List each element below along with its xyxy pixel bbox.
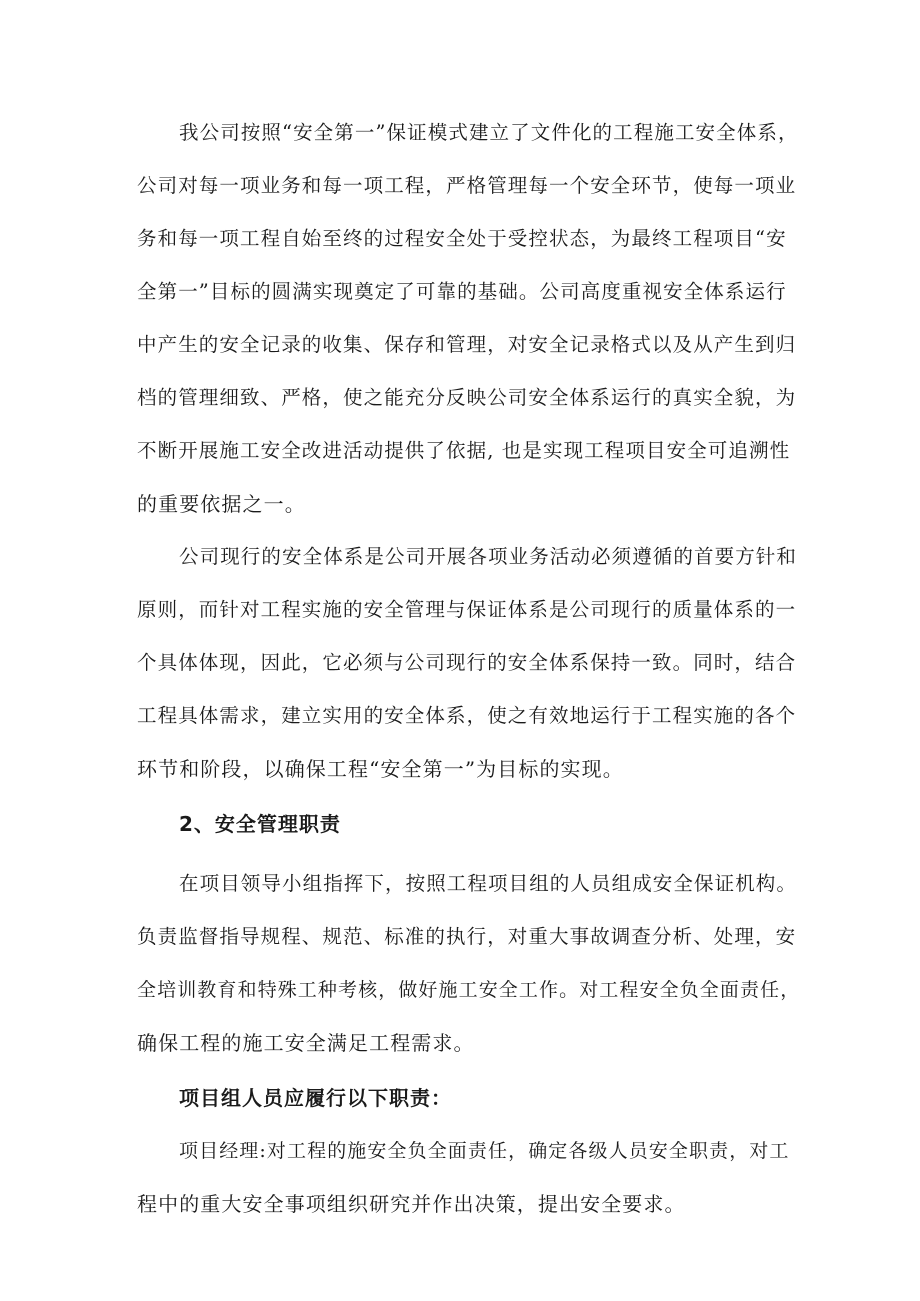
- section-heading: 2、安全管理职责: [179, 812, 341, 836]
- paragraph-2-line-5: 环节和阶段，以确保工程“安全第一”为目标的实现。: [137, 757, 624, 781]
- paragraph-1-line-5: 中产生的安全记录的收集、保存和管理，对安全记录格式以及从产生到归: [137, 333, 797, 356]
- paragraph-3-line-2: 负责监督指导规程、规范、标准的执行，对重大事故调查分析、处理，安: [137, 925, 797, 948]
- paragraph-3-line-1: 在项目领导小组指挥下，按照工程项目组的人员组成安全保证机构。: [179, 872, 798, 895]
- paragraph-3-line-3: 全培训教育和特殊工种考核，做好施工安全工作。对工程安全负全面责任，: [137, 979, 801, 1001]
- paragraph-2-line-1: 公司现行的安全体系是公司开展各项业务活动必须遵循的首要方针和: [179, 545, 798, 568]
- paragraph-1-line-7: 不断开展施工安全改进活动提供了依据, 也是实现工程项目安全可追溯性: [137, 439, 791, 462]
- paragraph-1-line-4: 全第一”目标的圆满实现奠定了可靠的基础。公司高度重视安全体系运行: [137, 280, 787, 303]
- paragraph-1-line-3: 务和每一项工程自始至终的过程安全处于受控状态，为最终工程项目“安: [137, 227, 787, 250]
- paragraph-2-line-4: 工程具体需求，建立实用的安全体系，使之有效地运行于工程实施的各个: [137, 704, 797, 727]
- paragraph-1-line-6: 档的管理细致、严格，使之能充分反映公司安全体系运行的真实全貌，为: [137, 386, 797, 409]
- paragraph-1-line-2: 公司对每一项业务和每一项工程，严格管理每一个安全环节，使每一项业: [137, 174, 797, 197]
- paragraph-3-line-4: 确保工程的施工安全满足工程需求。: [137, 1031, 475, 1055]
- subheading: 项目组人员应履行以下职责：: [179, 1086, 452, 1110]
- paragraph-4-line-1: 项目经理:对工程的施安全负全面责任，确定各级人员安全职责，对工: [179, 1140, 790, 1162]
- paragraph-1-line-8: 的重要依据之一。: [137, 492, 306, 516]
- paragraph-4-line-2: 程中的重大安全事项组织研究并作出决策，提出安全要求。: [137, 1192, 686, 1216]
- paragraph-1-line-1: 我公司按照“安全第一”保证模式建立了文件化的工程施工安全体系，: [179, 121, 799, 144]
- paragraph-2-line-2: 原则，而针对工程实施的安全管理与保证体系是公司现行的质量体系的一: [137, 598, 797, 621]
- paragraph-2-line-3: 个具体体现，因此，它必须与公司现行的安全体系保持一致。同时，结合: [137, 651, 797, 674]
